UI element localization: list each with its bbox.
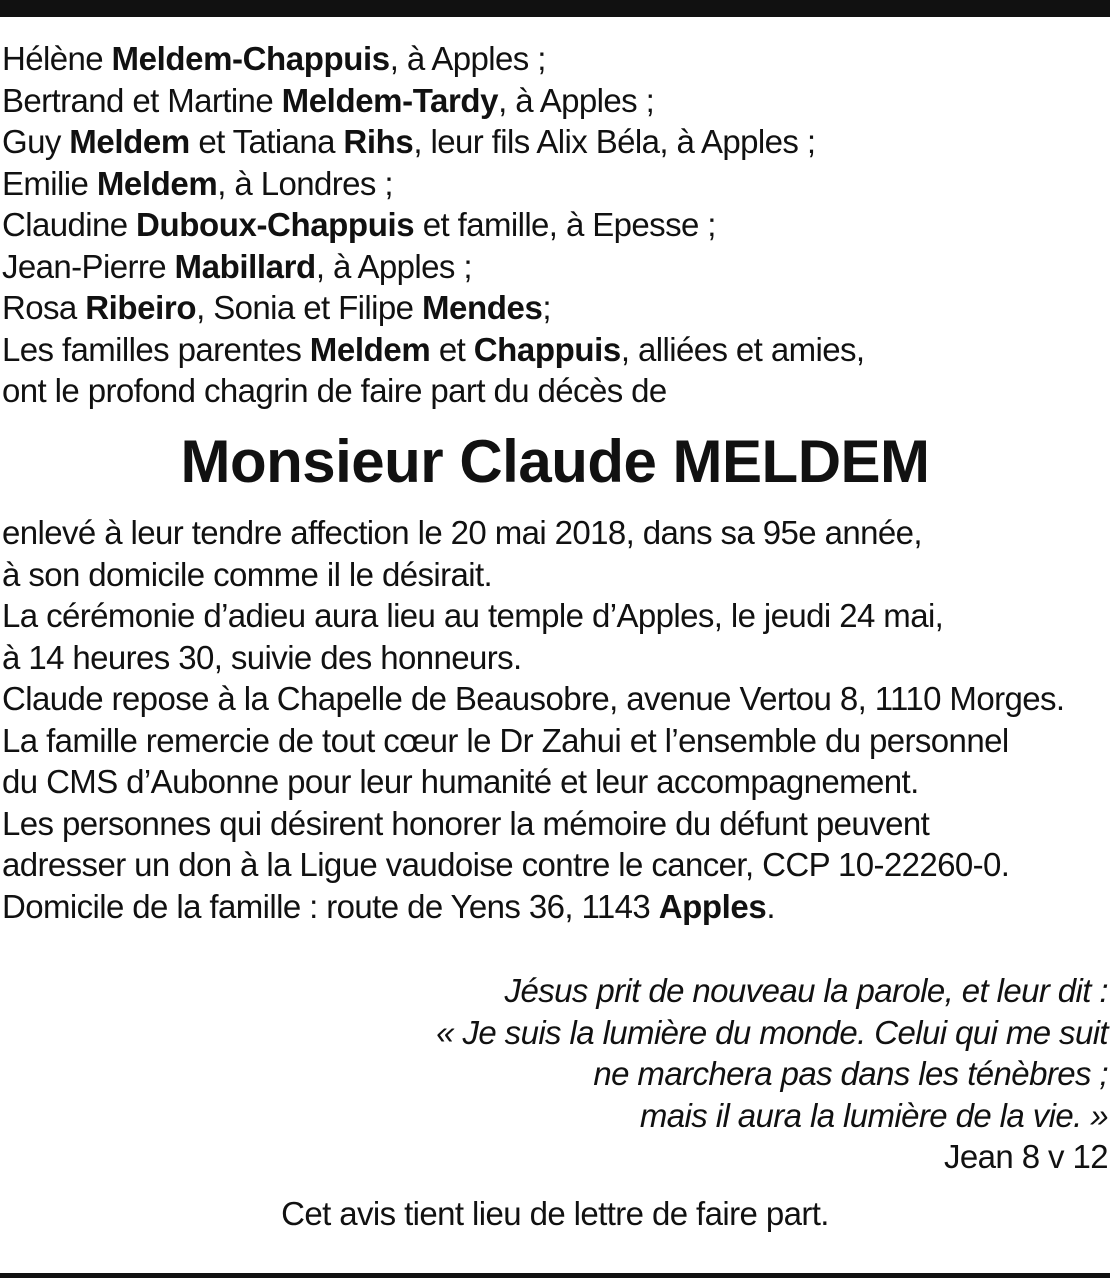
family-location: ; [542,289,551,326]
body-line: La cérémonie d’adieu aura lieu au temple d’Apples, le jeudi 24 mai, [2,597,944,634]
family-connector: et Tatiana [189,123,344,160]
body-line: adresser un don à la Ligue vaudoise contre le cancer, CCP 10-22260-0. [2,846,1010,883]
body-line: Claude repose à la Chapelle de Beausobre, avenue Vertou 8, 1110 Morges. [2,680,1065,717]
family-location: , alliées et amies, [620,330,865,368]
verse-reference: Jean 8 v 12 [943,1138,1108,1175]
deceased-name: Monsieur Claude MELDEM [180,428,930,495]
family-given-names: Les familles parentes [2,330,310,368]
family-connector: , Sonia et Filipe [196,289,422,326]
family-line [2,80,1110,122]
family-location: , à Apples ; [498,81,655,119]
family-line [2,287,1110,329]
body-line: à son domicile comme il le désirait. [2,555,493,593]
announcement-intro: ont le profond chagrin de faire part du décès de [2,372,667,409]
family-line [2,121,1110,163]
body-line: La famille remercie de tout cœur le Dr Zahui et l’ensemble du personnel [2,721,1009,759]
family-surname: Duboux-Chappuis [136,206,415,243]
domicile-period: . [766,887,775,925]
family-location: , à Londres ; [217,164,393,202]
verse-line: « Je suis la lumière du monde. Celui qui me suit [436,1013,1108,1051]
family-location: , à Apples ; [389,40,546,77]
family-surname: Chappuis [473,330,621,368]
family-given-names: Emilie [2,164,97,202]
family-surname: Meldem-Chappuis [111,40,390,77]
bottom-rule [0,1273,1110,1278]
family-location: et famille, à Epesse ; [414,206,716,243]
family-given-names: Claudine [2,206,137,243]
family-given-names: Hélène [2,40,112,77]
body-line: du CMS d’Aubonne pour leur humanité et leur accompagnement. [2,763,919,800]
family-line [2,38,1110,80]
family-surname: Meldem [69,123,190,160]
family-line [2,163,1110,205]
domicile-line [2,886,1110,928]
verse-line: mais il aura la lumière de la vie. » [639,1096,1108,1134]
family-surname: Meldem-Tardy [281,81,499,119]
family-given-names: Rosa [2,289,86,326]
verse-line: ne marchera pas dans les ténèbres ; [593,1055,1108,1092]
obituary-body [2,512,1110,927]
closing-note: Cet avis tient lieu de lettre de faire part. [281,1195,829,1232]
family-surname: Ribeiro [85,289,197,326]
bible-verse [8,970,1108,1178]
family-line [2,204,1110,246]
family-line [2,329,1110,371]
family-surname: Mabillard [174,247,316,285]
family-list [2,38,1110,412]
top-rule [0,0,1110,17]
body-line: Les personnes qui désirent honorer la mémoire du défunt peuvent [2,804,930,842]
family-given-names: Bertrand et Martine [2,81,282,119]
family-line [2,246,1110,288]
family-connector: et [430,330,474,368]
family-location: , leur fils Alix Béla, à Apples ; [413,123,816,160]
domicile-town: Apples [658,887,767,925]
family-surname: Meldem [96,164,218,202]
body-line: à 14 heures 30, suivie des honneurs. [2,638,522,676]
body-line: enlevé à leur tendre affection le 20 mai 2018, dans sa 95e année, [2,514,922,551]
family-given-names: Guy [2,123,70,160]
family-location: , à Apples ; [315,247,472,285]
family-given-names: Jean-Pierre [2,247,175,285]
family-surname: Meldem [309,330,431,368]
domicile-address: Domicile de la famille : route de Yens 36, 1143 [2,887,659,925]
family-surname: Mendes [421,289,543,326]
verse-line: Jésus prit de nouveau la parole, et leur dit : [504,972,1108,1009]
family-surname: Rihs [343,123,414,160]
